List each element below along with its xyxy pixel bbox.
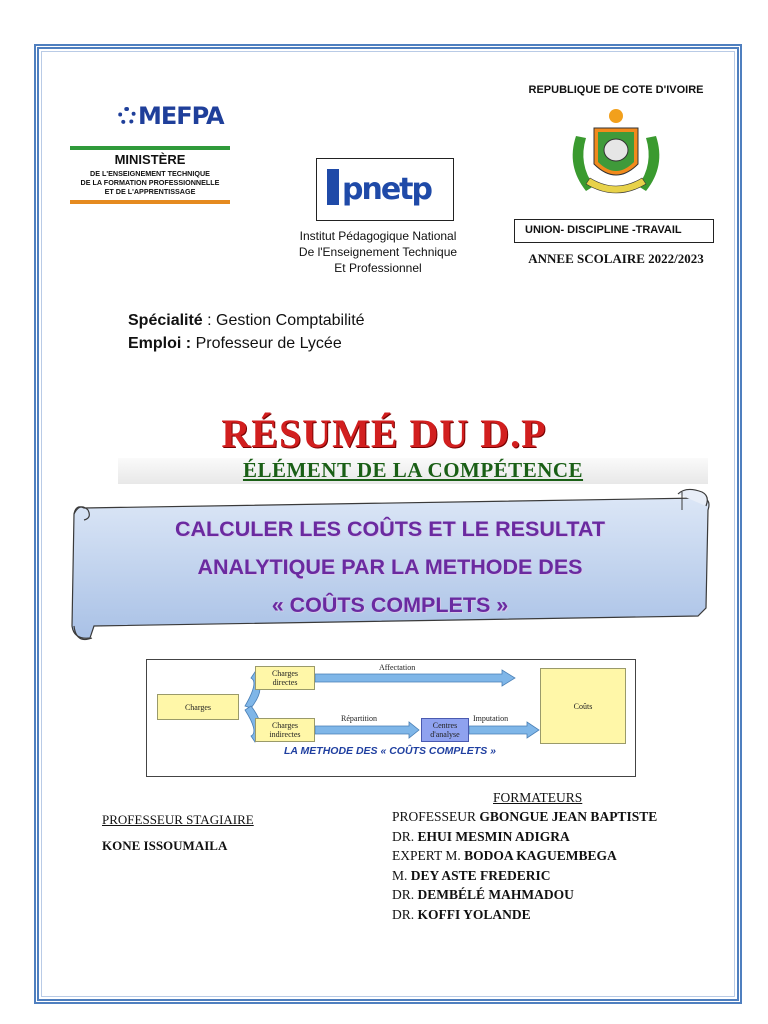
repartition-arrow (315, 722, 419, 738)
trainer-item: M. DEY ASTE FREDERIC (392, 867, 551, 883)
coat-of-arms-icon (556, 106, 676, 206)
ipnetp-logo-text: pnetp (342, 172, 431, 207)
trainer-item: PROFESSEUR GBONGUE JEAN BAPTISTE (392, 809, 658, 824)
ipnetp-logo (316, 158, 454, 221)
page-title: RÉSUMÉ DU D.P (221, 411, 547, 456)
school-year: ANNEE SCOLAIRE 2022/2023 (528, 251, 704, 266)
element-heading: ÉLÉMENT DE LA COMPÉTENCE (118, 458, 708, 484)
ipnetp-i-mark (327, 169, 339, 205)
specialty-block: Spécialité : Gestion Comptabilité Emploi : Professeur de Lycée (128, 312, 365, 352)
couts-box: Coûts (540, 668, 626, 744)
charges-directes-box: Charges directes (255, 666, 315, 690)
trainer-item: DR. KOFFI YOLANDE (392, 906, 531, 922)
centres-analyse-box: Centres d'analyse (421, 718, 469, 742)
ministry-logo-mark (118, 102, 224, 130)
ministry-logo (70, 92, 230, 210)
affectation-arrow (315, 670, 515, 686)
specialty-label: Spécialité (128, 312, 203, 329)
cost-method-diagram (146, 659, 636, 777)
ministry-orange-bar (70, 200, 230, 204)
imputation-arrow (469, 722, 539, 738)
banner-text: CALCULER LES COÛTS ET LE RESULTAT ANALYTIQUE PAR LA METHODE DES « COÛTS COMPLETS » (175, 517, 605, 617)
republic-motto: UNION- DISCIPLINE -TRAVAIL (514, 219, 714, 243)
affectation-label: Affectation (379, 663, 416, 672)
ministry-green-bar (70, 146, 230, 150)
trainer-item: DR. EHUI MESMIN ADIGRA (392, 828, 570, 844)
ministry-subtitle: DE L'ENSEIGNEMENT TECHNIQUE DE LA FORMATION PROFESSIONNELLE ET DE L'APPRENTISSAGE (80, 169, 220, 196)
charges-box: Charges (157, 694, 239, 720)
trainer-item: EXPERT M. BODOA KAGUEMBEGA (392, 848, 617, 863)
trainer-item: DR. DEMBÉLÉ MAHMADOU (392, 887, 574, 902)
ministry-title: MINISTÈRE (114, 152, 186, 167)
imputation-label: Imputation (473, 714, 509, 723)
repartition-label: Répartition (341, 714, 377, 723)
charges-indirectes-box: Charges indirectes (255, 718, 315, 742)
gear-icon (118, 107, 136, 125)
trainers-title: FORMATEURS (493, 790, 583, 805)
diagram-caption: LA METHODE DES « COÛTS COMPLETS » (284, 745, 496, 757)
ministry-logo-text: MEFPA (138, 102, 224, 130)
trainee-title: PROFESSEUR STAGIAIRE (102, 812, 254, 827)
republic-title: REPUBLIQUE DE COTE D'IVOIRE (528, 84, 704, 96)
trainers-list (392, 807, 657, 924)
job-label: Emploi : (128, 335, 192, 352)
ipnetp-name: Institut Pédagogique National De l'Enseignement Technique Et Professionnel (298, 229, 458, 275)
job-value: Professeur de Lycée (195, 335, 342, 352)
specialty-value: Gestion Comptabilité (216, 312, 365, 329)
trainee-name: KONE ISSOUMAILA (102, 838, 228, 853)
